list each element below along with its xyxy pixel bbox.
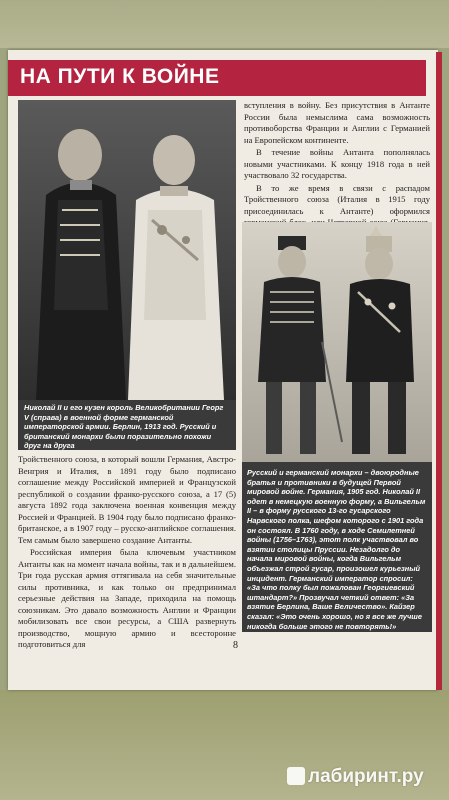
page-number: 8 bbox=[233, 640, 238, 651]
page-title: НА ПУТИ К ВОЙНЕ bbox=[20, 65, 220, 88]
right-photo-panel bbox=[242, 222, 432, 632]
paragraph: В то же время в связи с распадом Тройственного союза (Италия в 1915 году присоединилась к Антанте) оформился bbox=[244, 182, 430, 216]
background-top bbox=[0, 0, 449, 48]
photo-nicholas-wilhelm bbox=[242, 222, 432, 462]
book-page bbox=[8, 50, 438, 690]
photo-nicholas-george bbox=[18, 100, 236, 400]
paragraph: Российская империя была ключевым участником Антанты как на момент начала войны, так и в дальнейшем. Три года русская армия оттягивала на себя значительные силы противника, и как только он предпринимал серьезные действия на Западе, приходила на помощь союзникам. Это давало возможность Англии и Франции мобилизовать все свои ресурсы, а США развернуть производство, мощную армию и всесторонне подготовиться для bbox=[18, 547, 236, 649]
bottom-left-text bbox=[18, 454, 236, 652]
watermark-text: лабиринт.ру bbox=[308, 766, 424, 787]
paragraph: В течение войны Антанта пополнялась новыми участниками. К концу 1918 года в ней участвовало 32 государства. bbox=[244, 147, 430, 180]
watermark-logo-icon bbox=[287, 767, 305, 785]
paragraph: вступления в войну. Без присутствия в Антанте России была немыслима сама возможность противоборства Франции и Англии с Германией на Европейском континенте. bbox=[244, 100, 430, 145]
left-photo-panel bbox=[18, 100, 236, 450]
section-banner bbox=[8, 60, 426, 96]
paragraph: Тройственного союза, в который вошли Германия, Австро-Венгрия и Италия, в 1891 году было подписано соглашение между Российской империей и Французской республикой о создании франко-русского союза, а 17 (5) августа 1892 года заключена военная конвенция между Россией и Францией. В 1904 году было подписано франко-британское, а в 1907 году – русско-английское соглашения. Тем самым было завершено создание Антанты. bbox=[18, 454, 236, 545]
cover-edge bbox=[436, 52, 442, 690]
right-photo-caption: Русский и германский монархи – двоюродные братья и противники в будущей Первой мировой войне. Германия, 1905 год. Николай II одет в немецкую военную форму, а Вильгельм II – в форму русского 13-го гусарского Нарвского полка, шефом которого с 1901 года он состоял. В 1760 году, в ходе Семилетней войны (1756–1763), этот полк участвовал во взятии столицы Пруссии. Незадолго до начала мировой войны, когда Вильгельм объезжал строй гусар, произошел курьезный инцидент. Германский император спросил: «За что полку был пожалован Георгиевский штандарт?» Прозвучал четкий ответ: «За взятие Берлина, Ваше Величество». Кайзер сказал: «Это очень хорошо, но я все же лучше никогда больше этого не повторять!» bbox=[247, 468, 426, 631]
left-photo-caption: Николай II и его кузен король Великобритании Георг V (справа) в военной форме германской императорской армии. Берлин, 1913 год. Русский и британский монархи были поразительно похожи друг на друга bbox=[24, 403, 224, 451]
